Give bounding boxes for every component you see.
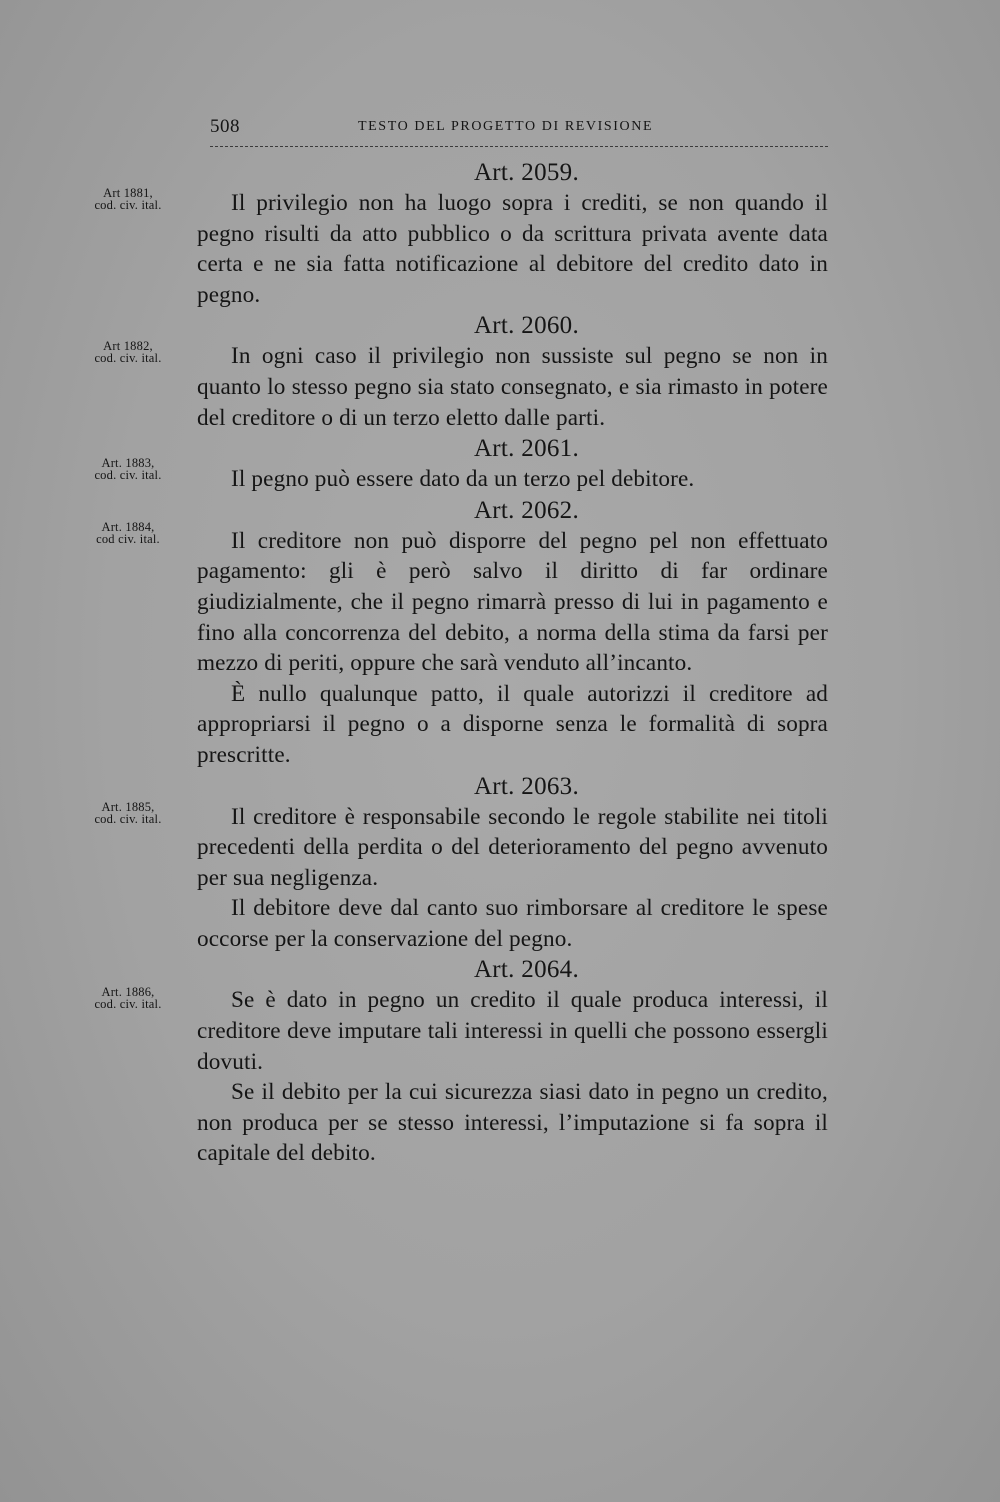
article-paragraph: Il pegno può essere dato da un terzo pel debitore. (231, 466, 695, 493)
margin-note-line: cod. civ. ital. (94, 811, 162, 826)
article-title: Art. 2059. (473, 159, 580, 186)
article-2063 (94, 771, 828, 955)
margin-note-line: cod. civ. ital. (94, 997, 162, 1012)
margin-note-line: cod civ. ital. (96, 531, 160, 546)
article-2062 (96, 495, 828, 771)
article-paragraph: Il creditore non può disporre del pegno pel non effettuato pagamento: gli è però salvo il diritto di far ordinare giudizialmente, che il pegno rimarrà presso di lui in pagamento e fino alla concorrenza del debito, a norma della stima da farsi per mezzo di periti, oppure che sarà venduto all’incanto. (197, 527, 828, 677)
article-title: Art. 2062. (473, 496, 580, 524)
margin-note (72, 457, 184, 481)
article-2064 (94, 954, 828, 1169)
margin-note (72, 340, 184, 364)
article-title: Art. 2061. (473, 435, 580, 463)
margin-note (72, 986, 184, 1010)
article-2060 (94, 310, 828, 433)
running-title: TESTO DEL PROGETTO DI REVISIONE (358, 119, 654, 134)
margin-note (72, 521, 184, 545)
article-title: Art. 2063. (473, 772, 580, 800)
margin-note-line: Art. 1885, (101, 799, 155, 814)
article-paragraph: Il debitore deve dal canto suo rimborsare al creditore le spese occorse per la conservazione del pegno. (197, 895, 828, 952)
article-paragraph: È nullo qualunque patto, il quale autorizzi il creditore ad appropriarsi il pegno o a disporne senza le formalità di sopra prescritte. (197, 680, 828, 768)
page-number: 508 (210, 116, 240, 137)
margin-note (72, 801, 184, 825)
margin-note-line: Art 1881, (103, 186, 153, 200)
margin-note-line: cod. civ. ital. (94, 198, 162, 212)
article-paragraph: Il privilegio non ha luogo sopra i crediti, se non quando il pegno risulti da atto pubblico o da scrittura privata avente data certa e ne sia fatta notificazione al debitore del credito dato in pegno. (197, 190, 828, 308)
article-paragraph: Se il debito per la cui sicurezza siasi dato in pegno un credito, non produca per se stesso interessi, l’imputazione si fa sopra il capitale del debito. (197, 1079, 828, 1167)
article-title: Art. 2064. (473, 956, 580, 984)
margin-note-line: Art. 1886, (101, 985, 155, 1000)
margin-note-line: Art 1882, (103, 339, 153, 354)
article-2061 (94, 433, 828, 495)
article-paragraph: Se è dato in pegno un credito il quale produca interessi, il creditore deve imputare tali interessi in quelli che possono essergli dovuti. (197, 987, 828, 1075)
article-2059 (94, 157, 828, 310)
margin-note-line: cod. civ. ital. (94, 351, 162, 366)
margin-note-line: Art. 1883, (101, 456, 155, 471)
article-paragraph: Il creditore è responsabile secondo le regole stabilite nei titoli precedenti della perdita o del deterioramento del pegno avvenuto per sua negligenza. (197, 803, 828, 891)
page-header (210, 116, 828, 147)
margin-note-line: cod. civ. ital. (94, 468, 162, 483)
page-body (94, 157, 828, 1169)
article-paragraph: In ogni caso il privilegio non sussiste sul pegno se non in quanto lo stesso pegno sia stato consegnato, e sia rimasto in potere del creditore o di un terzo eletto dalle parti. (197, 343, 828, 431)
article-title: Art. 2060. (473, 312, 580, 340)
margin-note-line: Art. 1884, (101, 519, 155, 534)
margin-note (72, 187, 184, 211)
